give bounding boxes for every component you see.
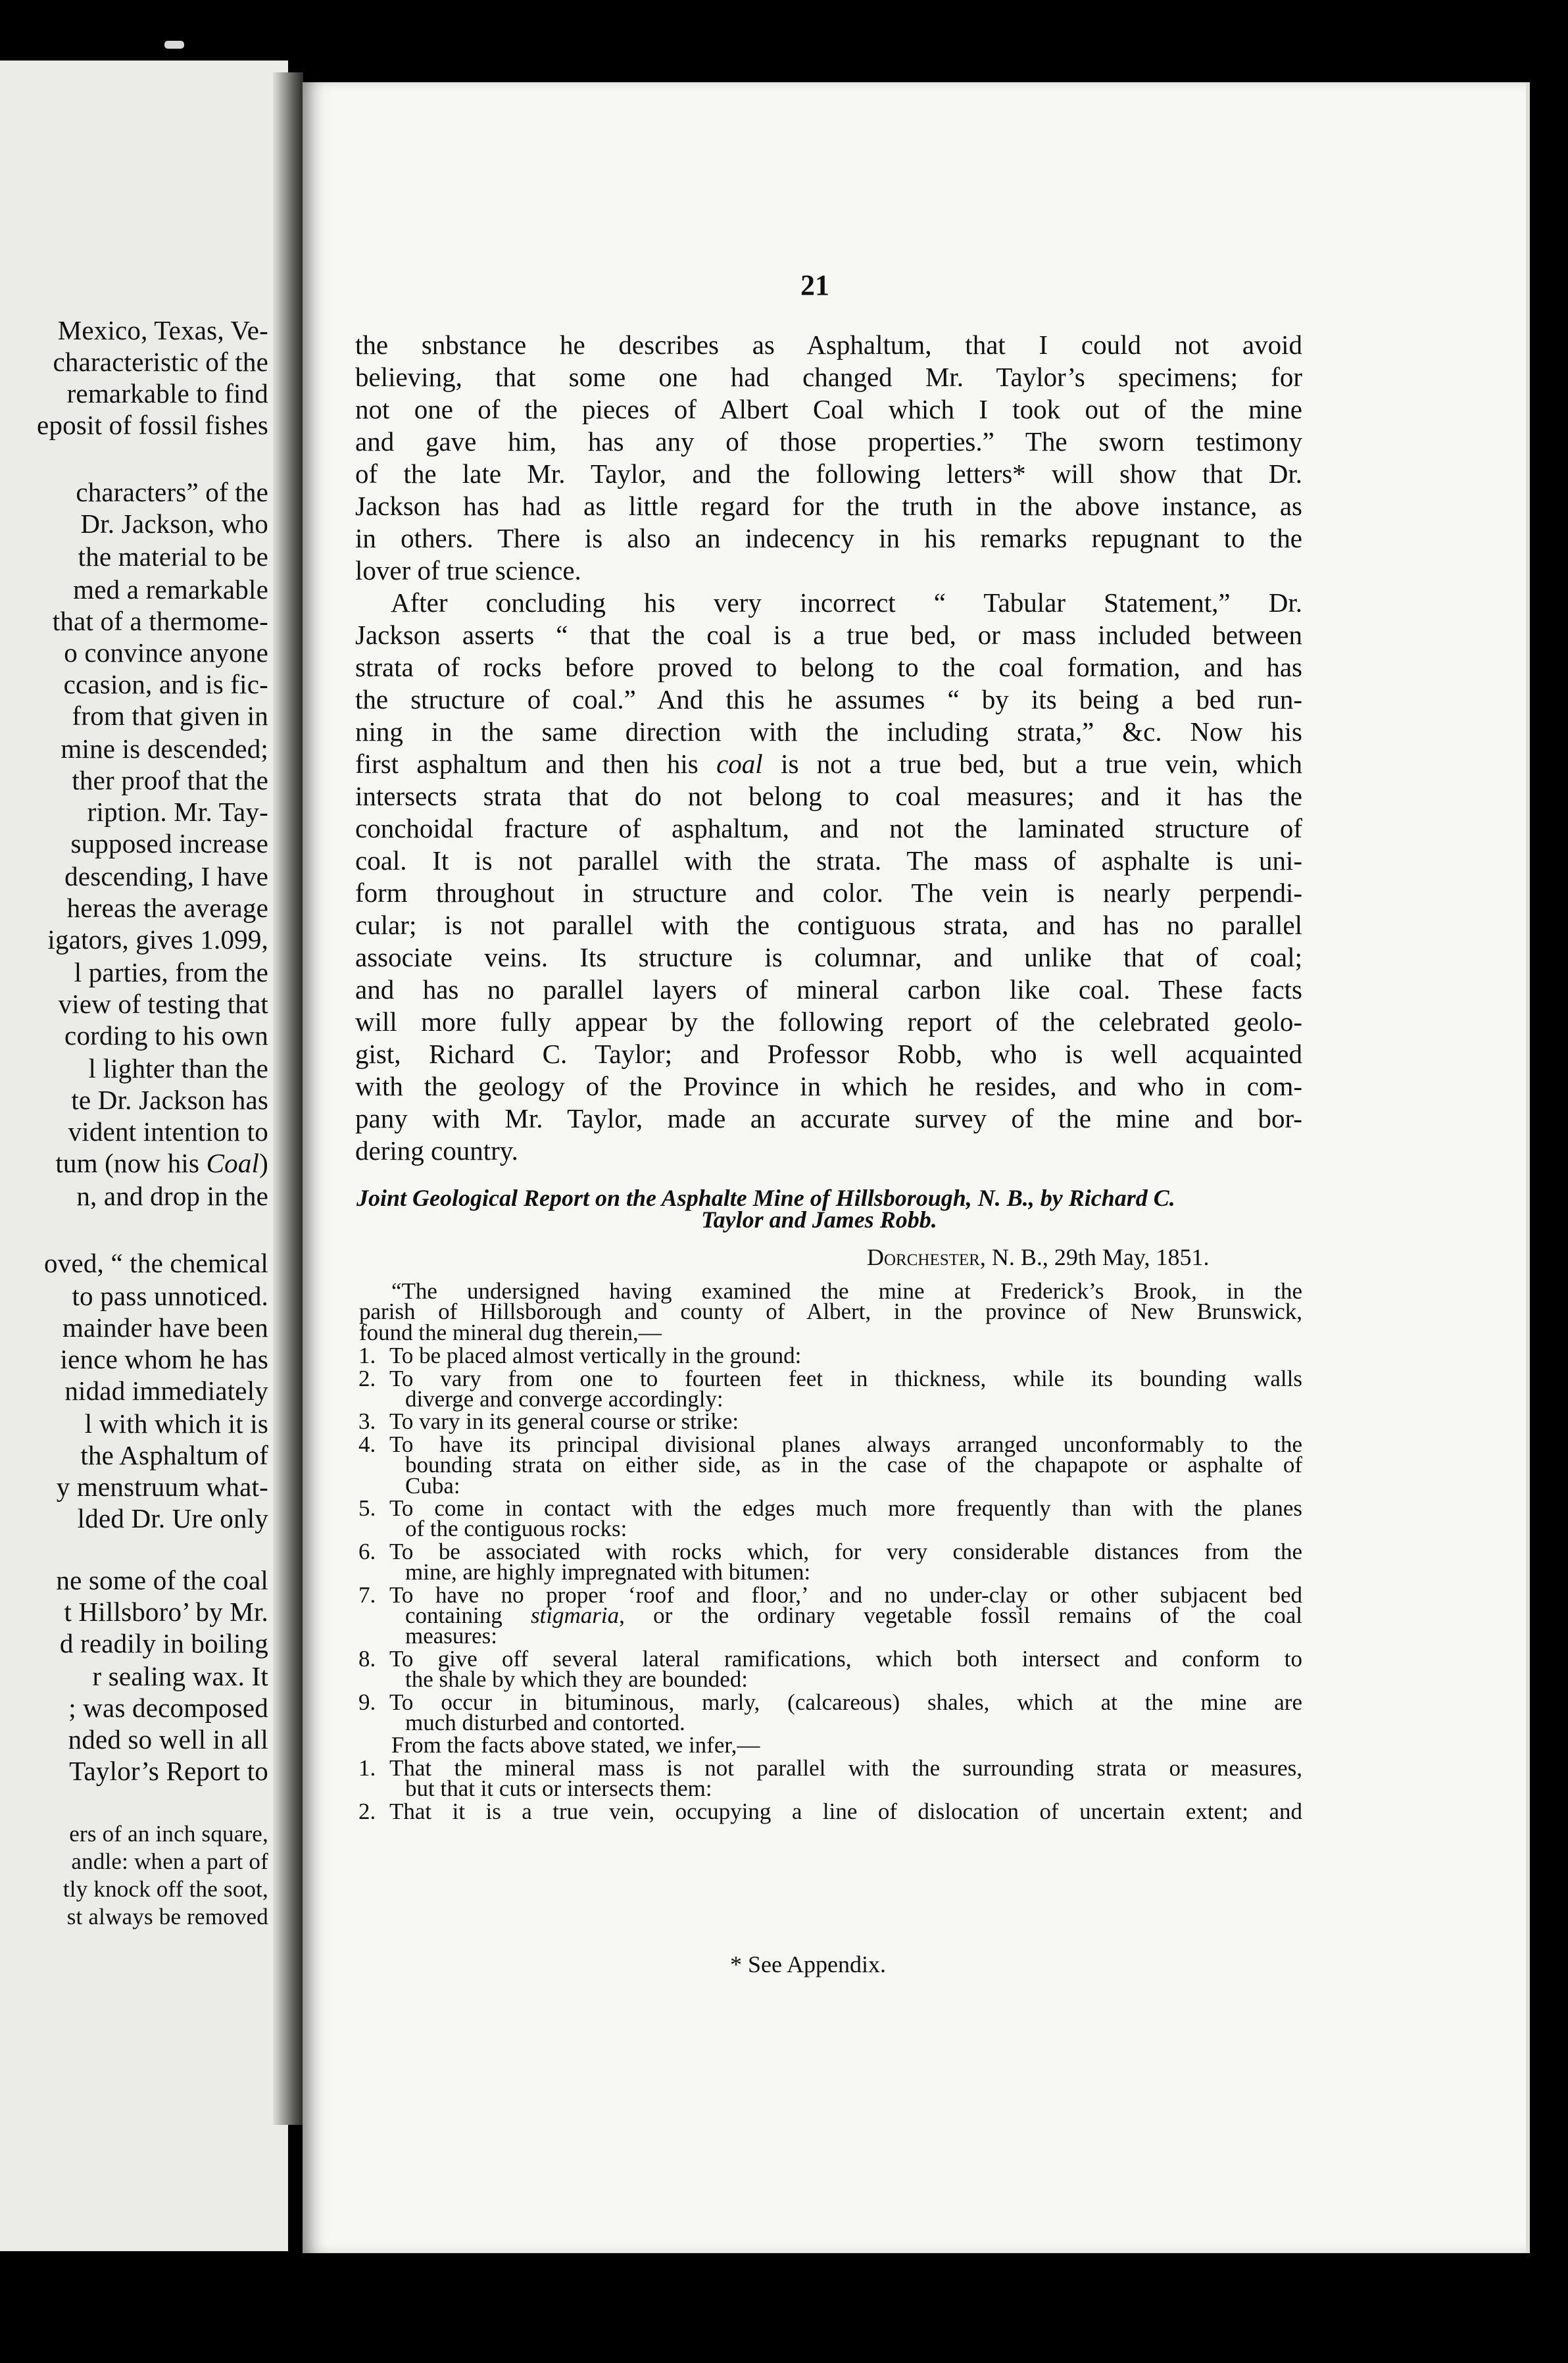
body-line: strata of rocks before proved to belong to the coal formation, and has (355, 652, 1302, 682)
body-line: coal. It is not parallel with the strata. The mass of asphalte is uni- (355, 845, 1302, 876)
report-line: diverge and converge accordingly: (405, 1386, 723, 1412)
left-page-fragment (0, 61, 288, 2251)
left-text-line: igators, gives 1.099, (47, 924, 268, 955)
left-text-line: mine is descended; (61, 734, 268, 764)
left-text-line: ccasion, and is fic- (63, 669, 268, 699)
report-line: To give off several lateral ramifications, which both intersect and conform to (389, 1646, 1302, 1672)
report-line: To have no proper ‘roof and floor,’ and no under-clay or other subjacent bed (389, 1582, 1302, 1608)
left-text-line: ription. Mr. Tay- (87, 797, 268, 827)
report-line: the shale by which they are bounded: (405, 1666, 748, 1692)
left-text-line: from that given in (72, 701, 268, 731)
left-text-line: nidad immediately (64, 1376, 268, 1406)
left-text-line: n, and drop in the (76, 1181, 268, 1211)
left-text-line: med a remarkable (73, 574, 268, 605)
report-line: Cuba: (405, 1473, 460, 1499)
body-line: intersects strata that do not belong to coal measures; and it has the (355, 781, 1302, 811)
left-text-line: ne some of the coal (56, 1565, 268, 1595)
report-title-line1: Joint Geological Report on the Asphalte Mine of Hillsborough, N. B., by Richard C. (356, 1185, 1175, 1211)
report-line: but that it cuts or intersects them: (405, 1776, 712, 1801)
left-text-line: ience whom he has (60, 1344, 268, 1374)
list-number: 8. (358, 1646, 376, 1672)
scan-speck (164, 41, 184, 49)
left-text-line: d readily in boiling (59, 1628, 268, 1658)
left-text-line: andle: when a part of (71, 1849, 268, 1874)
body-line: of the late Mr. Taylor, and the following letters* will show that Dr. (355, 459, 1302, 489)
report-line: To have its principal divisional planes always arranged unconformably to the (389, 1431, 1302, 1457)
body-line: in others. There is also an indecency in his remarks repugnant to the (355, 523, 1302, 553)
body-line: dering country. (355, 1135, 518, 1166)
body-line: gist, Richard C. Taylor; and Professor Robb, who is well acquainted (355, 1039, 1302, 1069)
report-line: To be placed almost vertically in the ground: (389, 1343, 802, 1368)
body-line: and has no parallel layers of mineral carbon like coal. These facts (355, 974, 1302, 1005)
body-line: Jackson asserts “ that the coal is a true bed, or mass included between (355, 620, 1302, 650)
list-number: 9. (358, 1689, 376, 1715)
body-line: cular; is not parallel with the contiguous strata, and has no parallel (355, 910, 1302, 940)
list-number: 2. (358, 1366, 376, 1391)
report-line: bounding strata on either side, as in the case of the chapapote or asphalte of (405, 1452, 1302, 1478)
left-text-line: r sealing wax. It (92, 1661, 268, 1691)
body-line: lover of true science. (355, 555, 581, 585)
report-line: To occur in bituminous, marly, (calcareous) shales, which at the mine are (389, 1689, 1302, 1715)
body-line: After concluding his very incorrect “ Tabular Statement,” Dr. (391, 587, 1302, 618)
report-line: containing stigmaria, or the ordinary vegetable fossil remains of the coal (405, 1603, 1302, 1628)
left-text-line: l with which it is (84, 1408, 268, 1439)
body-line: and gave him, has any of those properties.” The sworn testimony (355, 426, 1302, 457)
report-line: measures: (405, 1623, 497, 1649)
left-text-line: y menstruum what- (56, 1472, 268, 1502)
body-line: believing, that some one had changed Mr. Taylor’s specimens; for (355, 362, 1302, 392)
body-line: not one of the pieces of Albert Coal which I took out of the mine (355, 394, 1302, 424)
left-text-line: ers of an inch square, (69, 1821, 268, 1847)
body-line: pany with Mr. Taylor, made an accurate survey of the mine and bor- (355, 1103, 1302, 1133)
list-number: 1. (358, 1343, 376, 1368)
left-text-line: tum (now his Coal) (55, 1148, 268, 1178)
left-text-line: characters” of the (76, 477, 268, 507)
report-line: To vary from one to fourteen feet in thickness, while its bounding walls (389, 1366, 1302, 1391)
body-line: conchoidal fracture of asphaltum, and not the laminated structure of (355, 813, 1302, 843)
left-text-line: vident intention to (68, 1116, 268, 1147)
left-text-line: Mexico, Texas, Ve- (57, 315, 268, 345)
list-number: 3. (358, 1408, 376, 1434)
left-text-line: characteristic of the (53, 347, 268, 377)
body-line: with the geology of the Province in which he resides, and who in com- (355, 1071, 1302, 1101)
report-line: found the mineral dug therein,— (359, 1320, 662, 1345)
left-text-line: remarkable to find (66, 378, 268, 409)
left-text-line: st always be removed (66, 1904, 268, 1929)
body-line: the structure of coal.” And this he assumes “ by its being a bed run- (355, 684, 1302, 714)
report-line: “The undersigned having examined the mine at Frederick’s Brook, in the (391, 1278, 1302, 1304)
body-line: ning in the same direction with the including strata,” &c. Now his (355, 716, 1302, 747)
left-text-line: lded Dr. Ure only (77, 1503, 268, 1533)
list-number: 1. (358, 1755, 376, 1781)
list-number: 6. (358, 1539, 376, 1564)
body-line: first asphaltum and then his coal is not a true bed, but a true vein, which (355, 749, 1302, 779)
infer-line: From the facts above stated, we infer,— (391, 1732, 760, 1758)
left-text-line: supposed increase (70, 828, 268, 858)
report-line: To vary in its general course or strike: (389, 1408, 739, 1434)
list-number: 2. (358, 1799, 376, 1824)
body-line: associate veins. Its structure is columnar, and unlike that of coal; (355, 942, 1302, 972)
left-text-line: the material to be (78, 541, 268, 572)
left-text-line: o convince anyone (64, 637, 268, 668)
left-text-line: te Dr. Jackson has (71, 1085, 268, 1115)
left-text-line: mainder have been (62, 1312, 268, 1343)
body-line: Jackson has had as little regard for the truth in the above instance, as (355, 491, 1302, 521)
left-text-line: ; was decomposed (68, 1693, 268, 1723)
page-number: 21 (800, 269, 829, 301)
left-text-line: Dr. Jackson, who (80, 509, 268, 539)
report-line: To come in contact with the edges much more frequently than with the planes (389, 1495, 1302, 1521)
left-text-line: that of a thermome- (52, 606, 268, 636)
left-text-line: the Asphaltum of (80, 1440, 268, 1470)
left-text-line: to pass unnoticed. (72, 1281, 268, 1311)
body-line: will more fully appear by the following report of the celebrated geolo- (355, 1007, 1302, 1037)
report-line: mine, are highly impregnated with bitumen: (405, 1559, 811, 1585)
left-text-line: hereas the average (66, 893, 268, 923)
left-text-line: oved, “ the chemical (44, 1248, 268, 1278)
left-text-line: Taylor’s Report to (69, 1756, 268, 1786)
dateline: Dorchester, N. B., 29th May, 1851. (867, 1244, 1210, 1270)
left-text-line: ther proof that the (72, 765, 268, 795)
list-number: 7. (358, 1582, 376, 1608)
report-line: That it is a true vein, occupying a line of dislocation of uncertain extent; and (389, 1799, 1302, 1824)
left-text-line: l lighter than the (88, 1053, 268, 1083)
footnote: * See Appendix. (730, 1951, 886, 1977)
report-line: parish of Hillsborough and county of Albert, in the province of New Brunswick, (359, 1299, 1302, 1324)
report-line: of the contiguous rocks: (405, 1516, 627, 1541)
left-text-line: descending, I have (64, 861, 268, 891)
report-line: To be associated with rocks which, for very considerable distances from the (389, 1539, 1302, 1564)
left-text-line: l parties, from the (74, 957, 268, 987)
body-line: form throughout in structure and color. The vein is nearly perpendi- (355, 878, 1302, 908)
report-title-line2: Taylor and James Robb. (701, 1206, 937, 1233)
report-line: That the mineral mass is not parallel with the surrounding strata or measures, (389, 1755, 1302, 1781)
left-text-line: view of testing that (58, 989, 268, 1019)
report-line: much disturbed and contorted. (405, 1710, 685, 1735)
left-text-line: nded so well in all (68, 1724, 268, 1754)
body-line: the snbstance he describes as Asphaltum, that I could not avoid (355, 330, 1302, 360)
left-text-line: tly knock off the soot, (62, 1876, 268, 1902)
left-text-line: cording to his own (64, 1020, 268, 1051)
list-number: 4. (358, 1431, 376, 1457)
left-text-line: eposit of fossil fishes (37, 410, 268, 440)
book-gutter (273, 72, 303, 2125)
left-text-line: t Hillsboro’ by Mr. (64, 1597, 268, 1627)
list-number: 5. (358, 1495, 376, 1521)
